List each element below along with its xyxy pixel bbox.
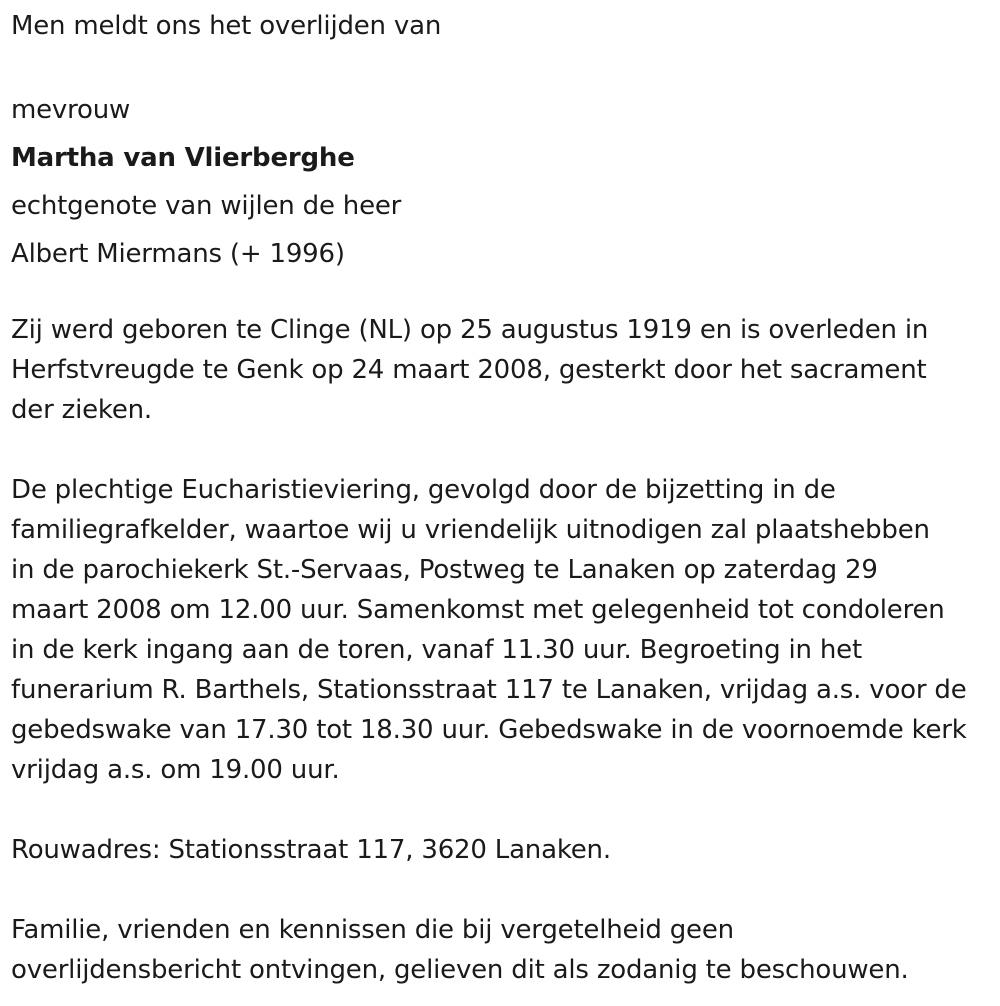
text-line: in de parochiekerk St.-Servaas, Postweg te Lanaken op zaterdag 29 bbox=[11, 555, 878, 585]
text-line: De plechtige Eucharistieviering, gevolgd door de bijzetting in de bbox=[11, 475, 836, 505]
intro-line: Men meldt ons het overlijden van bbox=[11, 11, 442, 41]
text-line: familiegrafkelder, waartoe wij u vriendelijk uitnodigen zal plaatshebben bbox=[11, 515, 930, 545]
honorific: mevrouw bbox=[11, 95, 131, 125]
ceremony-paragraph bbox=[11, 470, 967, 790]
text-line: Zij werd geboren te Clinge (NL) op 25 augustus 1919 en is overleden in bbox=[11, 315, 929, 345]
closing-paragraph bbox=[11, 910, 909, 990]
text-line: in de kerk ingang aan de toren, vanaf 11.30 uur. Begroeting in het bbox=[11, 635, 862, 665]
text-line: vrijdag a.s. om 19.00 uur. bbox=[11, 755, 340, 785]
text-line: funerarium R. Barthels, Stationsstraat 117 te Lanaken, vrijdag a.s. voor de bbox=[11, 675, 967, 705]
address-paragraph bbox=[11, 830, 611, 870]
spouse-line: Albert Miermans (+ 1996) bbox=[11, 239, 345, 269]
deceased-block bbox=[11, 86, 401, 278]
intro-paragraph bbox=[11, 6, 441, 46]
text-line: Herfstvreugde te Genk op 24 maart 2008, gesterkt door het sacrament bbox=[11, 355, 927, 385]
text-line: gebedswake van 17.30 tot 18.30 uur. Gebedswake in de voornoemde kerk bbox=[11, 715, 967, 745]
birth-death-paragraph bbox=[11, 310, 928, 430]
relation-line: echtgenote van wijlen de heer bbox=[11, 191, 402, 221]
text-line: der zieken. bbox=[11, 395, 152, 425]
text-line: maart 2008 om 12.00 uur. Samenkomst met gelegenheid tot condoleren bbox=[11, 595, 945, 625]
text-line: Familie, vrienden en kennissen die bij vergetelheid geen bbox=[11, 915, 734, 945]
mourning-address: Rouwadres: Stationsstraat 117, 3620 Lanaken. bbox=[11, 835, 611, 865]
text-line: overlijdensbericht ontvingen, gelieven dit als zodanig te beschouwen. bbox=[11, 955, 909, 985]
deceased-name: Martha van Vlierberghe bbox=[11, 143, 355, 173]
